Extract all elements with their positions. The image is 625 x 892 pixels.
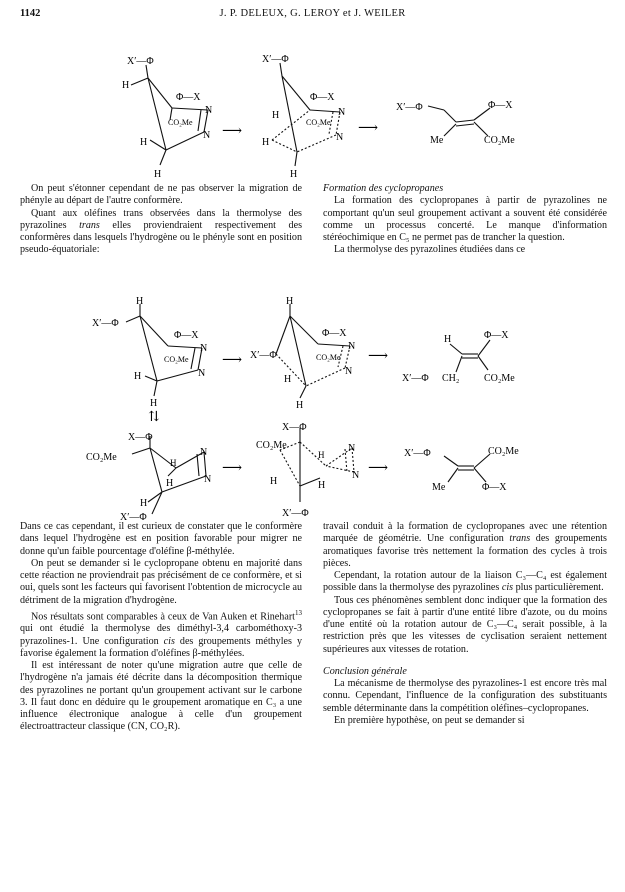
scheme-top-label-h-2: H — [272, 110, 280, 121]
scheme-mid-label-h-a2: H — [134, 371, 142, 382]
scheme-mid-label-h-e1: H — [318, 450, 325, 460]
scheme-mid-label-xphi-b: X′—Φ — [250, 350, 277, 361]
scheme-top-label-n-2b: N — [336, 132, 344, 143]
left-top-paragraph-1: On peut s'étonner cependant de ne pas observer la migration de phényle au départ de l'autre conformère. — [20, 183, 302, 207]
running-head: J. P. DELEUX, G. LEROY et J. WEILER — [219, 8, 406, 19]
left-top-p2-part-b: elles proviendraient respectivement des conformères dans lesquels l'hydrogène ou le phényle sont en position pseudo-équatoriale: — [20, 219, 302, 256]
left-bottom-p3-part-c: des groupements méthyles y favorise également la formation d'oléfines β-méthylées. — [20, 635, 302, 659]
right-top-paragraph-1: La formation des cyclopropanes à partir de pyrazolines ne comportant qu'un seul groupement activant a souvent été considérée comme un processus concerté. Le manque d'information stéréochimique en C₅ ne permet pas de trancher la question. — [323, 195, 607, 243]
scheme-mid-row2-olefin — [444, 454, 490, 482]
scheme-top-label-h-1: H — [122, 80, 130, 91]
right-bottom-p2-part-a: Cependant, la rotation autour de la liaison C₃—C₄ est également possible dans la thermolyse des pyrazolines — [323, 570, 607, 594]
scheme-mid-label-co2me-a: CO₂Me — [164, 355, 189, 364]
section-heading-conclusion: Conclusion générale — [323, 665, 407, 677]
scheme-mid-label-h-e3: H — [318, 480, 326, 491]
scheme-mid-row1-pyrazoline — [126, 304, 202, 396]
scheme-mid-label-xphi-e2: X′—Φ — [282, 508, 309, 519]
left-top-paragraph-2 — [20, 208, 302, 257]
scheme-mid-label-ch2-c: CH₂ — [442, 373, 460, 384]
scheme-mid-label-xphi-d2: X′—Φ — [120, 512, 147, 521]
scheme-mid-row1-olefin — [450, 340, 490, 372]
scheme-mid-arrow-2: ⟶ — [368, 349, 389, 364]
scheme-mid-label-h-e2: H — [270, 476, 278, 487]
scheme-top-label-me-3: Me — [430, 135, 444, 146]
scheme-mid-label-h-b2: H — [284, 374, 292, 385]
scheme-mid-label-h-a: H — [136, 296, 144, 307]
scheme-top-label-h-1b: H — [140, 137, 148, 148]
scheme-top-label-n-1b: N — [203, 130, 211, 141]
scheme-top-label-co2me-3: CO₂Me — [484, 135, 515, 146]
scheme-mid-label-n-a1: N — [200, 343, 208, 354]
scheme-top-label-co2me-2: CO₂Me — [306, 118, 331, 127]
scheme-top-label-n-2a: N — [338, 107, 346, 118]
left-top-p2-em: trans — [79, 219, 100, 231]
scheme-mid-label-h-d2: H — [166, 478, 174, 489]
left-column-bottom — [20, 521, 302, 734]
scheme-mid-label-co2me-e: CO₂Me — [256, 440, 287, 451]
scheme-top-label-xphi-3: X′—Φ — [396, 102, 423, 113]
scheme-mid-label-n-e1: N — [348, 443, 356, 454]
reaction-scheme-middle — [0, 296, 625, 521]
right-bottom-p1-em: trans — [509, 533, 531, 545]
scheme-mid-equilibrium-arrow: ⇅ — [148, 410, 160, 425]
scheme-top-label-xphi-2: X′—Φ — [262, 54, 289, 65]
scheme-top-olefin — [428, 106, 490, 136]
scheme-mid-label-co2me-d: CO₂Me — [86, 452, 117, 463]
scheme-top-label-phix-3: Φ—X — [488, 100, 513, 111]
scheme-top-label-h-1c: H — [154, 169, 162, 180]
left-bottom-paragraph-3 — [20, 607, 302, 660]
scheme-top-arrow-2: ⟶ — [358, 121, 379, 136]
left-bottom-paragraph-1: Dans ce cas cependant, il est curieux de constater que le conformère dans lequel l'hydrogène est en position favorable pour migrer ne donne qu'un faible pourcentage d'oléfine β-méthylée. — [20, 521, 302, 557]
right-bottom-p1-part-a: travail conduit à la formation de cyclopropanes avec une rétention marquée de géométrie. Une configuration — [323, 521, 607, 545]
right-bottom-paragraph-4: La mécanisme de thermolyse des pyrazolines-1 est encore très mal connu. Cependant, l'influence de la configuration des substituants semble déterminante dans la compétition oléfines–cyclopropanes. — [323, 678, 607, 714]
scheme-mid-label-phix-a: Φ—X — [174, 330, 199, 341]
scheme-mid-label-co2me-b: CO₂Me — [316, 353, 341, 362]
scheme-mid-label-co2me-f: CO₂Me — [488, 446, 519, 457]
left-bottom-p3-part-b: qui ont étudié la thermolyse des diméthyl-3,4 carbométhoxy-3 pyrazolines-1. Une configuration — [20, 623, 302, 647]
right-bottom-paragraph-5: En première hypothèse, on peut se demander si — [334, 714, 525, 726]
scheme-top-label-n-1a: N — [205, 105, 213, 116]
scheme-mid-arrow-1: ⟶ — [222, 353, 243, 368]
right-bottom-p2-em: cis — [501, 582, 514, 594]
scheme-mid-row2-transition — [280, 428, 354, 502]
section-heading-cyclopropanes: Formation des cyclopropanes — [323, 183, 444, 194]
left-top-p2-part-a: Quant aux oléfines trans observées dans la thermolyse des pyrazolines — [20, 207, 302, 231]
scheme-top-arrow-1: ⟶ — [222, 124, 243, 139]
scheme-mid-label-co2me-c: CO₂Me — [484, 373, 515, 384]
scheme-mid-label-n-e2: N — [352, 470, 360, 481]
scheme-mid-label-n-b1: N — [348, 341, 356, 352]
scheme-top-label-phix-2: Φ—X — [310, 92, 335, 103]
scheme-mid-label-xphi-e: X—Φ — [282, 422, 307, 433]
left-bottom-p3-em: cis — [163, 635, 175, 647]
right-bottom-p1-part-b: des groupements aromatiques favorise très nettement la formation des cycles à trois pièces. — [323, 533, 607, 569]
right-bottom-paragraph-1 — [323, 521, 607, 570]
right-column-bottom — [323, 521, 607, 727]
left-bottom-paragraph-4: Il est intéressant de noter qu'une migration autre que celle de l'hydrogène n'a jamais été décrite dans la décomposition thermique des pyrazolines ne portant qu'un groupement activant sur le carbone 3. Il faut donc en déduire qu le groupement aromatique en C₃ a une influence électronique analogue à celle d'un groupement électroattracteur classique (CN, CO₂R). — [20, 660, 302, 733]
left-bottom-p3-part-a: Nos résultats sont comparables à ceux de Van Auken et Rinehart — [31, 611, 295, 623]
scheme-mid-label-h-b3: H — [296, 400, 304, 411]
page-number: 1142 — [20, 8, 41, 19]
right-bottom-paragraph-3: Tous ces phénomènes semblent donc indiquer que la formation des cyclopropanes se fait à partir d'une entité libre d'azote, ou du moins d'une entité où la rotation autour de C₃—C₄ serait possible, à la restriction près que les vitesses de cyclisation seraient nettement supérieures aux vitesses de rotation. — [323, 594, 607, 655]
scheme-top-transition-state — [272, 63, 340, 166]
scheme-top-label-h-2b: H — [262, 137, 270, 148]
scheme-mid-label-n-b2: N — [345, 366, 353, 377]
scheme-mid-label-me-f: Me — [432, 482, 446, 493]
scheme-mid-label-phix-b: Φ—X — [322, 328, 347, 339]
right-column-top — [323, 183, 607, 257]
scheme-top-pyrazoline — [131, 65, 211, 165]
scheme-mid-arrow-4: ⟶ — [368, 461, 389, 476]
right-bottom-p2-part-b: plus particulièrement. — [513, 582, 604, 594]
scheme-mid-label-h-b: H — [286, 296, 294, 307]
scheme-mid-label-h-d3: H — [140, 498, 148, 509]
scheme-mid-label-n-d1: N — [200, 447, 208, 458]
scheme-mid-label-n-a2: N — [198, 368, 206, 379]
scheme-mid-label-phix-c: Φ—X — [484, 330, 509, 341]
scheme-top-label-phix-1: Φ—X — [176, 92, 201, 103]
reaction-scheme-top — [0, 40, 625, 180]
page-header — [20, 8, 605, 22]
scheme-mid-arrow-3: ⟶ — [222, 461, 243, 476]
scheme-mid-label-xphi-c: X′—Φ — [402, 373, 429, 384]
scheme-mid-label-n-d2: N — [204, 474, 212, 485]
scheme-mid-label-h-a3: H — [150, 398, 158, 409]
scheme-top-label-co2me-1: CO₂Me — [168, 118, 193, 127]
left-column-top — [20, 183, 302, 257]
scheme-mid-label-h-c: H — [444, 334, 452, 345]
scheme-mid-label-xphi-a: X′—Φ — [92, 318, 119, 329]
scheme-mid-label-phix-f: Φ—X — [482, 482, 507, 493]
left-bottom-paragraph-2: On peut se demander si le cyclopropane obtenu en majorité dans cette réaction ne proviendrait pas précisément de ce conformère, et si oui, quels sont les facteurs qui favorisent l'obtention de microcycle au détriment de la migration d'hydrogène. — [20, 557, 302, 606]
scheme-mid-label-h-d1: H — [170, 458, 177, 468]
scheme-mid-label-xphi-f: X′—Φ — [404, 448, 431, 459]
scheme-top-label-xphi-1: X′—Φ — [127, 56, 154, 67]
scheme-top-label-h-2c: H — [290, 169, 298, 180]
right-bottom-paragraph-2 — [323, 570, 607, 595]
reference-13: 13 — [295, 608, 302, 617]
right-top-paragraph-2: La thermolyse des pyrazolines étudiées dans ce — [334, 244, 526, 256]
scheme-mid-label-xphi-d: X—Φ — [128, 432, 153, 443]
